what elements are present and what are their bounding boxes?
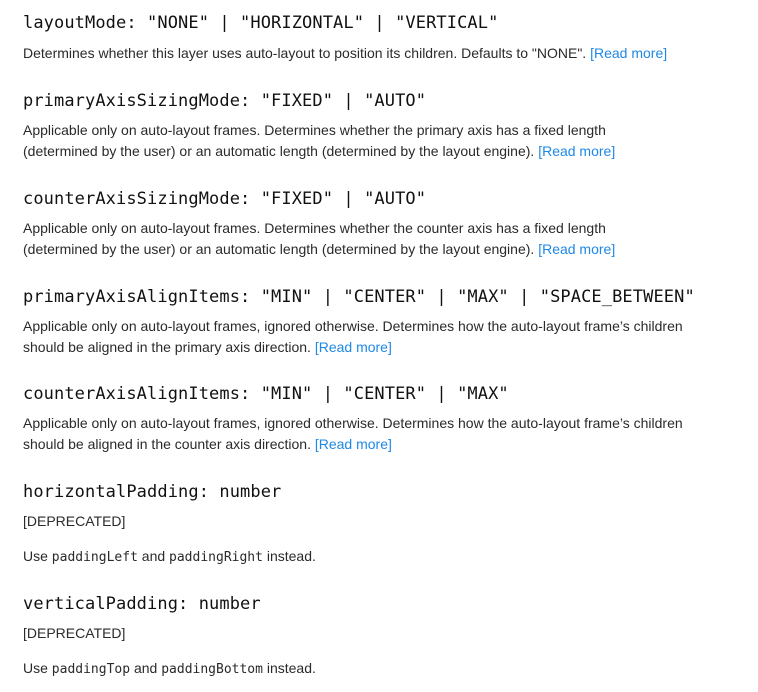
property-name: primaryAxisSizingMode	[23, 91, 241, 111]
and-text: and	[141, 548, 166, 564]
property-counterAxisSizingMode	[23, 188, 723, 260]
use-prefix: Use	[23, 660, 48, 676]
description-text: Applicable only on auto-layout frames, ignored otherwise. Determines how the auto-layout frame’s children should be aligned in the primary axis direction.	[23, 318, 683, 355]
deprecated-label: [DEPRECATED]	[23, 625, 126, 641]
use-suffix: instead.	[266, 660, 316, 676]
property-description	[23, 43, 723, 64]
and-text: and	[133, 660, 158, 676]
property-description	[23, 316, 683, 358]
description-text: Applicable only on auto-layout frames, ignored otherwise. Determines how the auto-layout frame’s children should be aligned in the counter axis direction.	[23, 415, 683, 452]
property-type: : number	[198, 482, 282, 502]
property-primaryAxisAlignItems	[23, 286, 723, 358]
property-description	[23, 120, 673, 162]
read-more-link[interactable]: [Read more]	[314, 339, 392, 355]
property-signature	[23, 481, 723, 503]
property-name: counterAxisSizingMode	[23, 189, 241, 209]
code-paddingRight: paddingRight	[169, 550, 263, 565]
property-signature	[23, 383, 723, 405]
property-counterAxisAlignItems	[23, 383, 723, 455]
property-description	[23, 413, 683, 455]
property-name: primaryAxisAlignItems	[23, 287, 241, 307]
read-more-link[interactable]: [Read more]	[314, 436, 392, 452]
property-signature	[23, 12, 723, 34]
use-suffix: instead.	[266, 548, 316, 564]
property-layoutMode	[23, 12, 723, 64]
property-type: : "MIN" | "CENTER" | "MAX"	[240, 384, 509, 404]
property-signature	[23, 90, 723, 112]
property-name: layoutMode	[23, 13, 127, 33]
code-paddingTop: paddingTop	[51, 662, 131, 677]
property-type: : "FIXED" | "AUTO"	[240, 189, 427, 209]
description-text: Determines whether this layer uses auto-layout to position its children. Defaults to "NONE".	[23, 45, 587, 61]
property-signature	[23, 188, 723, 210]
property-description	[23, 218, 673, 260]
property-type: : number	[178, 594, 261, 614]
property-name: verticalPadding	[23, 594, 179, 614]
property-signature	[23, 286, 723, 308]
property-type: : "NONE" | "HORIZONTAL" | "VERTICAL"	[126, 13, 499, 33]
read-more-link[interactable]: [Read more]	[538, 241, 616, 257]
replacement-note	[23, 546, 723, 568]
read-more-link[interactable]: [Read more]	[538, 143, 616, 159]
description-text: Applicable only on auto-layout frames. Determines whether the counter axis has a fixed length (determined by the user) or an automatic length (determined by the layout engine).	[23, 220, 606, 257]
property-primaryAxisSizingMode	[23, 90, 723, 162]
property-name: horizontalPadding	[23, 482, 199, 502]
replacement-note	[23, 658, 723, 680]
read-more-link[interactable]: [Read more]	[590, 45, 668, 61]
description-text: Applicable only on auto-layout frames. Determines whether the primary axis has a fixed length (determined by the user) or an automatic length (determined by the layout engine).	[23, 122, 606, 159]
property-verticalPadding	[23, 593, 723, 680]
use-prefix: Use	[23, 548, 48, 564]
property-name: counterAxisAlignItems	[23, 384, 241, 404]
property-type: : "FIXED" | "AUTO"	[240, 91, 427, 111]
property-type: : "MIN" | "CENTER" | "MAX" | "SPACE_BETWEEN"	[240, 287, 695, 307]
code-paddingBottom: paddingBottom	[161, 662, 263, 677]
code-paddingLeft: paddingLeft	[51, 550, 138, 565]
property-horizontalPadding	[23, 481, 723, 568]
property-signature	[23, 593, 723, 615]
deprecated-label: [DEPRECATED]	[23, 513, 126, 529]
